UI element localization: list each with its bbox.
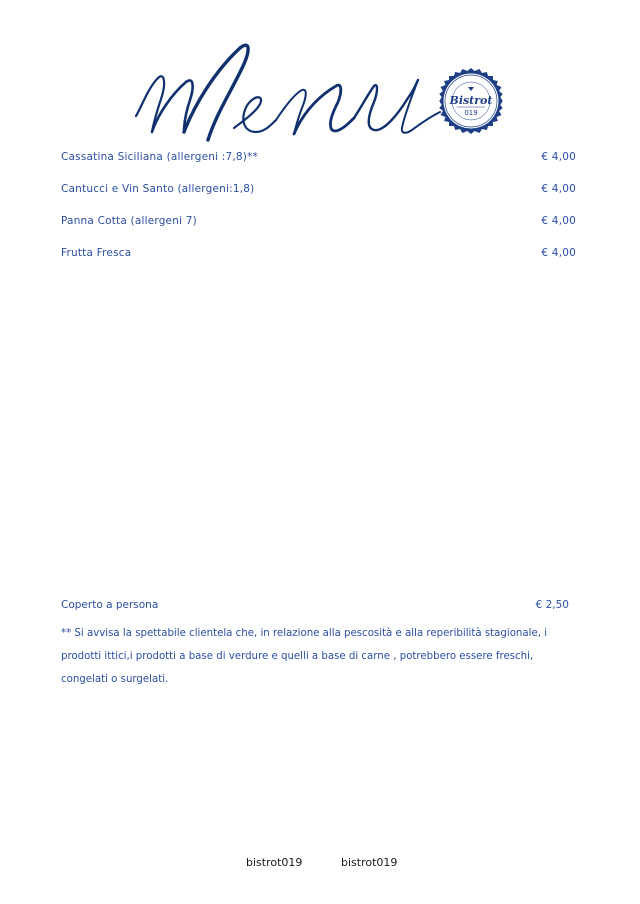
bistrot-logo-badge bbox=[437, 67, 505, 135]
menu-item bbox=[61, 214, 581, 246]
allergen-note: ** Si avvisa la spettabile clientela che, in relazione alla pescosità e alla reperibilità stagionale, i prodotti ittici,i prodotti a base di verdure e quelli a base di carne , potrebbero essere freschi, congelati o surgelati. bbox=[61, 628, 548, 685]
dessert-list bbox=[61, 150, 581, 278]
item-price: € 4,00 bbox=[541, 215, 576, 227]
item-price: € 4,00 bbox=[541, 151, 576, 163]
menu-script-title bbox=[128, 36, 448, 148]
menu-item bbox=[61, 182, 581, 214]
item-name: Panna Cotta (allergeni 7) bbox=[61, 215, 197, 227]
badge-brand-text: Bistrot bbox=[449, 94, 493, 107]
footer-brand-left: bistrot019 bbox=[246, 856, 303, 869]
footer-brand-right: bistrot019 bbox=[341, 856, 398, 869]
badge-number-text: 019 bbox=[464, 109, 478, 117]
menu-item bbox=[61, 150, 581, 182]
cover-charge-label: Coperto a persona bbox=[61, 599, 159, 611]
item-name: Cassatina Siciliana (allergeni :7,8)** bbox=[61, 151, 258, 163]
cover-charge-price: € 2,50 bbox=[535, 599, 569, 611]
item-price: € 4,00 bbox=[541, 183, 576, 195]
item-name: Cantucci e Vin Santo (allergeni:1,8) bbox=[61, 183, 255, 195]
item-name: Frutta Fresca bbox=[61, 247, 132, 259]
menu-item bbox=[61, 246, 581, 278]
item-price: € 4,00 bbox=[541, 247, 576, 259]
